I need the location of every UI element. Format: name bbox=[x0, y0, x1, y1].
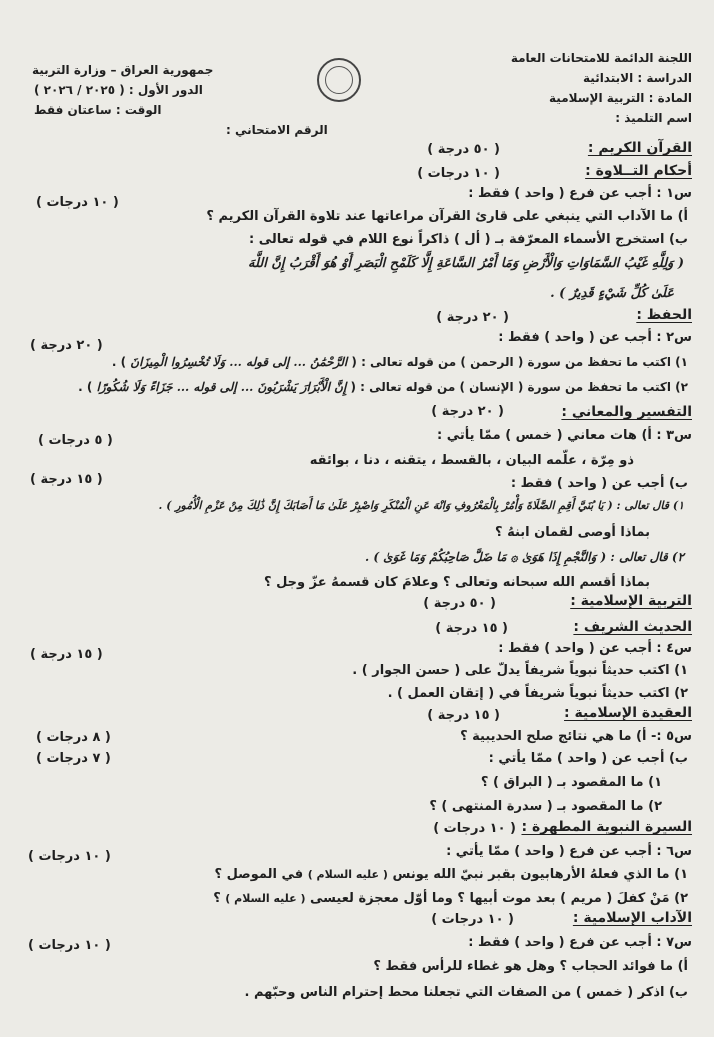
section-hadith: الحديث الشريف : bbox=[573, 619, 692, 635]
exam-time: الوقت : ساعتان فقط bbox=[34, 103, 162, 117]
section-quran: القرآن الكريم : bbox=[587, 140, 692, 156]
q6-marks: ( ١٠ درجات ) bbox=[28, 849, 111, 864]
exam-round: الدور الأول : ( ٢٠٢٥ / ٢٠٢٦ ) bbox=[34, 83, 203, 97]
section-tilawa: أحكام التــلاوة : bbox=[585, 163, 692, 179]
q2-item-1-end: ) . bbox=[111, 355, 127, 369]
q3-item-2-question: بماذا أقسم الله سبحانه وتعالى ؟ وعلامَ كان قسمهُ عزّ وجل ؟ bbox=[264, 575, 650, 590]
q2-item-2-end: ) . bbox=[78, 380, 93, 394]
q6-title: س٦ : أجب عن فرع ( واحد ) ممّا يأتي : bbox=[446, 844, 692, 859]
section-hifz-marks: ( ٢٠ درجة ) bbox=[436, 310, 509, 325]
q3-marks-b: ( ١٥ درجة ) bbox=[30, 472, 103, 487]
q2-item-1 bbox=[112, 356, 688, 368]
q4-title: س٤ : أجب عن ( واحد ) فقط : bbox=[498, 641, 692, 656]
q3-item-2: ٢) قال تعالى : ( وَالنَّجْمِ إِذَا هَوَىٰ ۞ مَا ضَلَّ صَاحِبُكُمْ وَمَا غَوَىٰ ) . bbox=[364, 550, 684, 564]
q1-branch-b: ب) استخرج الأسماء المعرّفة بـ ( أل ) ذاكراً نوع اللام في قوله تعالى : bbox=[248, 232, 688, 247]
section-sira-marks: ( ١٠ درجات ) bbox=[433, 821, 516, 836]
q6-item-2-end: ؟ bbox=[213, 891, 221, 906]
q6-item-2 bbox=[213, 892, 688, 905]
q6-item-1 bbox=[215, 868, 688, 881]
q1-verse-line-1: ( وَلِلَّهِ غَيْبُ السَّمَاوَاتِ وَالْأَرْضِ وَمَا أَمْرُ السَّاعَةِ إِلَّا كَلَمْحِ الْبَصَرِ أَوْ هُوَ أَقْرَبُ إِنَّ اللَّهَ bbox=[248, 256, 684, 271]
section-tafsir: التفسير والمعاني : bbox=[561, 404, 692, 420]
study-level: الدراسة : الابتدائية bbox=[583, 71, 692, 85]
q1-verse-line-2: عَلَىٰ كُلِّ شَيْءٍ قَدِيرٌ ) . bbox=[550, 286, 674, 301]
q5-item-1: ١) ما المقصود بـ ( البراق ) ؟ bbox=[480, 775, 662, 790]
q7-branch-b: ب) اذكر ( خمس ) من الصفات التي تجعلنا محط إحترام الناس وحبّهم . bbox=[244, 985, 688, 1000]
q6-item-2-honorific: ( عليه السلام ) bbox=[225, 892, 306, 905]
section-adab: الآداب الإسلامية : bbox=[572, 910, 692, 926]
q2-item-2-verse: إِنَّ الْأَبْرَارَ يَشْرَبُونَ ... إلى قوله ... جَزَاءً وَلَا شُكُورًا bbox=[96, 380, 347, 394]
student-name-label: اسم التلميذ : bbox=[615, 111, 692, 125]
q2-item-1-text: ١) اكتب ما تحفظ من سورة ( الرحمن ) من قوله تعالى : ( bbox=[351, 355, 688, 369]
q3-title: س٣ : أ) هات معاني ( خمس ) ممّا يأتي : bbox=[437, 428, 692, 443]
q6-item-1-end: في الموصل ؟ bbox=[214, 867, 304, 882]
section-hifz: الحفظ : bbox=[636, 307, 692, 323]
exam-number-label: الرقم الامتحاني : bbox=[226, 123, 328, 137]
q2-item-1-verse: الرَّحْمَٰنُ ... إلى قوله ... وَلَا تُخْسِرُوا الْمِيزَانَ bbox=[130, 355, 348, 369]
q3-item-1: ١) قال تعالى : ( يَا بُنَيَّ أَقِمِ الصَّلَاةَ وَأْمُرْ بِالْمَعْرُوفِ وَانْهَ عَنِ الْمُنْكَرِ وَاصْبِرْ عَلَىٰ مَا أَصَابَكَ إِنَّ ذَٰلِكَ مِنْ عَزْمِ الْأُمُورِ ) . bbox=[158, 499, 684, 512]
subject-name: المادة : التربية الإسلامية bbox=[549, 91, 692, 105]
q6-item-2-text: ٢) مَنْ كفلَ ( مريم ) بعد موت أبيها ؟ وما أوّل معجزة لعيسى bbox=[310, 891, 688, 906]
country-ministry: جمهورية العراق – وزارة التربية bbox=[32, 63, 214, 77]
ministry-seal-icon bbox=[317, 58, 361, 102]
section-sira: السيرة النبوية المطهرة : bbox=[521, 819, 692, 835]
q3-item-1-question: بماذا أوصى لقمان ابنهُ ؟ bbox=[495, 525, 650, 540]
q2-title: س٢ : أجب عن ( واحد ) فقط : bbox=[498, 330, 692, 345]
section-tarbiya-marks: ( ٥٠ درجة ) bbox=[423, 596, 496, 611]
q1-title: س١ : أجب عن فرع ( واحد ) فقط : bbox=[468, 186, 692, 201]
q5-title: س٥ :- أ) ما هي نتائج صلح الحديبية ؟ bbox=[460, 729, 692, 744]
section-quran-marks: ( ٥٠ درجة ) bbox=[427, 142, 500, 157]
q3-marks-a: ( ٥ درجات ) bbox=[38, 433, 113, 448]
q1-marks: ( ١٠ درجات ) bbox=[36, 195, 119, 210]
committee-name: اللجنة الدائمة للامتحانات العامة bbox=[510, 51, 692, 65]
section-aqida: العقيدة الإسلامية : bbox=[564, 705, 692, 721]
q5-branch-b: ب) أجب عن ( واحد ) ممّا يأتي : bbox=[488, 751, 688, 766]
q2-item-2 bbox=[78, 381, 688, 393]
q3-words: ذو مِرّة ، علّمه البيان ، بالقسط ، يتقنه ، دنا ، بوائقه bbox=[309, 453, 634, 468]
q5-item-2: ٢) ما المقصود بـ ( سدرة المنتهى ) ؟ bbox=[429, 799, 662, 814]
section-tarbiya: التربية الإسلامية : bbox=[570, 593, 692, 609]
q3-branch-b: ب) أجب عن ( واحد ) فقط : bbox=[510, 476, 688, 491]
q7-branch-a: أ) ما فوائد الحجاب ؟ وهل هو غطاء للرأس فقط ؟ bbox=[373, 959, 688, 974]
q2-item-2-text: ٢) اكتب ما تحفظ من سورة ( الإنسان ) من قوله تعالى : ( bbox=[350, 380, 688, 394]
q7-marks: ( ١٠ درجات ) bbox=[28, 938, 111, 953]
q6-item-1-honorific: ( عليه السلام ) bbox=[307, 868, 388, 881]
q4-item-2: ٢) اكتب حديثاً نبوياً شريفاً في ( إتقان العمل ) . bbox=[387, 686, 688, 701]
q6-item-1-text: ١) ما الذي فعلهُ الأرهابيون بقبر نبيّ الله يونس bbox=[392, 867, 688, 882]
q1-branch-a: أ) ما الآداب التي ينبغي على قارئ القرآن مراعاتها عند تلاوة القرآن الكريم ؟ bbox=[206, 209, 688, 224]
section-aqida-marks: ( ١٥ درجة ) bbox=[427, 708, 500, 723]
section-tafsir-marks: ( ٢٠ درجة ) bbox=[431, 404, 504, 419]
section-adab-marks: ( ١٠ درجات ) bbox=[431, 912, 514, 927]
q7-title: س٧ : أجب عن فرع ( واحد ) فقط : bbox=[468, 935, 692, 950]
section-tilawa-marks: ( ١٠ درجات ) bbox=[417, 166, 500, 181]
q2-marks: ( ٢٠ درجة ) bbox=[30, 338, 103, 353]
q5-marks-b: ( ٧ درجات ) bbox=[36, 751, 111, 766]
q4-item-1: ١) اكتب حديثاً نبوياً شريفاً يدلّ على ( حسن الجوار ) . bbox=[352, 663, 688, 678]
section-hadith-marks: ( ١٥ درجة ) bbox=[435, 621, 508, 636]
q5-marks-a: ( ٨ درجات ) bbox=[36, 730, 111, 745]
q4-marks: ( ١٥ درجة ) bbox=[30, 647, 103, 662]
